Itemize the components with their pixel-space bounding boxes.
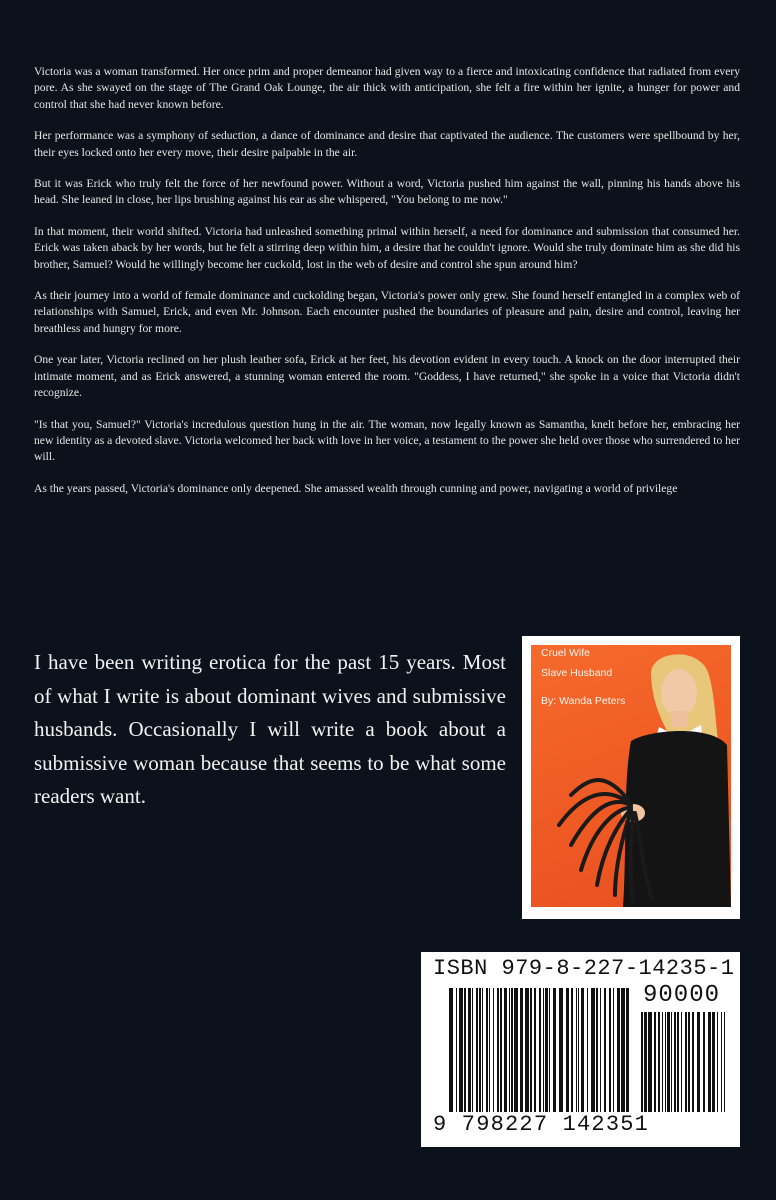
barcode-bar <box>553 988 556 1112</box>
barcode-bar <box>559 988 563 1112</box>
barcode-bar <box>493 988 494 1112</box>
barcode-bar <box>539 988 541 1112</box>
barcode-bar <box>578 988 579 1112</box>
barcode-bar <box>489 988 490 1112</box>
barcode-bar <box>509 988 510 1112</box>
barcode-bar <box>724 1012 725 1112</box>
barcode-bar <box>604 988 606 1112</box>
barcode-bar <box>613 988 614 1112</box>
barcode-bar <box>662 1012 663 1112</box>
blurb-paragraph: Victoria was a woman transformed. Her once prim and proper demeanor had given way to a fierce and intoxicating confidence that radiated from every pore. As she swayed on the stage of The Grand Oak Lounge, the air thick with anticipation, she felt a fire within her ignite, a hunger for power and control that she had never known before. <box>34 65 740 111</box>
barcode-bar <box>479 988 481 1112</box>
barcode-bar <box>644 1012 647 1112</box>
barcode-bar <box>520 988 523 1112</box>
barcode-bar <box>571 988 573 1112</box>
barcode-bar <box>626 988 629 1112</box>
barcode-bar <box>591 988 595 1112</box>
isbn-barcode <box>421 952 740 1147</box>
barcode-bar <box>717 1012 718 1112</box>
barcode-bar <box>685 1012 687 1112</box>
barcode-bar <box>530 988 532 1112</box>
author-bio: I have been writing erotica for the past 15 years. Most of what I write is about dominant wives and submissive husbands. Occasionally I will write a book about a submissive woman because that seems to be what some readers want. <box>34 650 506 808</box>
barcode-bar <box>543 988 544 1112</box>
ean-digits: 9 798227 142351 <box>433 1112 650 1137</box>
barcode-bar <box>667 1012 670 1112</box>
barcode-bar <box>621 988 625 1112</box>
barcode-bar <box>476 988 478 1112</box>
book-cover-thumbnail <box>522 636 740 919</box>
barcode-bar <box>600 988 601 1112</box>
price-code: 90000 <box>643 982 721 1009</box>
barcode-bar <box>688 1012 690 1112</box>
barcode-bar <box>581 988 584 1112</box>
barcode-bar <box>514 988 518 1112</box>
addon-barcode-bars <box>641 1012 727 1112</box>
barcode-bar <box>708 1012 711 1112</box>
barcode-bar <box>712 1012 715 1112</box>
isbn-number: ISBN 979-8-227-14235-1 <box>433 956 735 981</box>
barcode-bar <box>703 1012 705 1112</box>
barcode-bar <box>566 988 569 1112</box>
barcode-bar <box>511 988 513 1112</box>
blurb-paragraph: But it was Erick who truly felt the force of her newfound power. Without a word, Victoria pushed him against the wall, pinning his hands above his head. She leaned in close, her lips brushing against his ear as she whispered, "You belong to me now." <box>34 177 740 207</box>
barcode-bar <box>648 1012 652 1112</box>
barcode-bar <box>456 988 457 1112</box>
barcode-bar <box>641 1012 643 1112</box>
barcode-bar <box>497 988 499 1112</box>
barcode-bar <box>671 1012 672 1112</box>
blurb-paragraph: Her performance was a symphony of seduction, a dance of dominance and desire that captivated the audience. The customers were spellbound by her, their eyes locked onto her every move, their desire palpable in the air. <box>34 129 740 159</box>
barcode-bar <box>534 988 536 1112</box>
barcode-bar <box>681 1012 682 1112</box>
barcode-bar <box>654 1012 656 1112</box>
blurb-paragraph: In that moment, their world shifted. Victoria had unleashed something primal within herself, a need for dominance and submission that consumed her. Erick was taken aback by her words, but he felt a stirring deep within him, a desire that he couldn't ignore. Would she truly dominate him as she did his brother, Samuel? Would he willingly become her cuckold, lost in the web of desire and control she spun around him? <box>34 224 740 271</box>
ean-barcode-bars <box>449 988 629 1112</box>
blurb-paragraph: As the years passed, Victoria's dominance only deepened. She amassed wealth through cunning and power, navigating a world of privilege <box>34 481 678 495</box>
barcode-bar <box>482 988 483 1112</box>
barcode-bar <box>525 988 529 1112</box>
barcode-bar <box>617 988 620 1112</box>
cover-title-line2: Slave Husband <box>541 667 613 679</box>
barcode-bar <box>504 988 507 1112</box>
barcode-bar <box>587 988 588 1112</box>
barcode-bar <box>692 1012 694 1112</box>
barcode-bar <box>449 988 453 1112</box>
blurb-paragraph: As their journey into a world of female dominance and cuckolding began, Victoria's power only grew. She found herself entangled in a complex web of relationships with Samuel, Erick, and even Mr. Johnson. Each encounter pushed the boundaries of pleasure and pain, desire and control, leaving her breathless and hungry for more. <box>34 289 740 335</box>
barcode-bar <box>545 988 548 1112</box>
barcode-bar <box>609 988 611 1112</box>
cover-image <box>531 645 731 907</box>
barcode-bar <box>472 988 473 1112</box>
barcode-bar <box>721 1012 722 1112</box>
barcode-bar <box>500 988 502 1112</box>
barcode-bar <box>697 1012 700 1112</box>
barcode-bar <box>677 1012 679 1112</box>
barcode-bar <box>486 988 488 1112</box>
blurb-paragraph: "Is that you, Samuel?" Victoria's incredulous question hung in the air. The woman, now legally known as Samantha, knelt before her, embracing her new identity as a devoted slave. Victoria welcomed her back with love in her voice, a testament to the power she held over those who surrendered to her will. <box>34 417 740 464</box>
back-cover-blurb <box>34 64 740 512</box>
woman-with-whip-illustration <box>531 645 731 907</box>
barcode-bar <box>464 988 466 1112</box>
blurb-paragraph: One year later, Victoria reclined on her plush leather sofa, Erick at her feet, his devotion evident in every touch. A knock on the door interrupted their intimate moment, and as Erick answered, a stunning woman entered the room. "Goddess, I have returned," she spoke in a voice that Victoria didn't recognize. <box>34 353 740 400</box>
barcode-bar <box>576 988 577 1112</box>
barcode-bar <box>596 988 598 1112</box>
barcode-bar <box>549 988 550 1112</box>
barcode-bar <box>468 988 471 1112</box>
barcode-bar <box>459 988 463 1112</box>
barcode-bar <box>665 1012 666 1112</box>
barcode-bar <box>674 1012 676 1112</box>
barcode-bar <box>658 1012 660 1112</box>
cover-title-line1: Cruel Wife <box>541 647 591 659</box>
cover-author: By: Wanda Peters <box>541 695 626 707</box>
